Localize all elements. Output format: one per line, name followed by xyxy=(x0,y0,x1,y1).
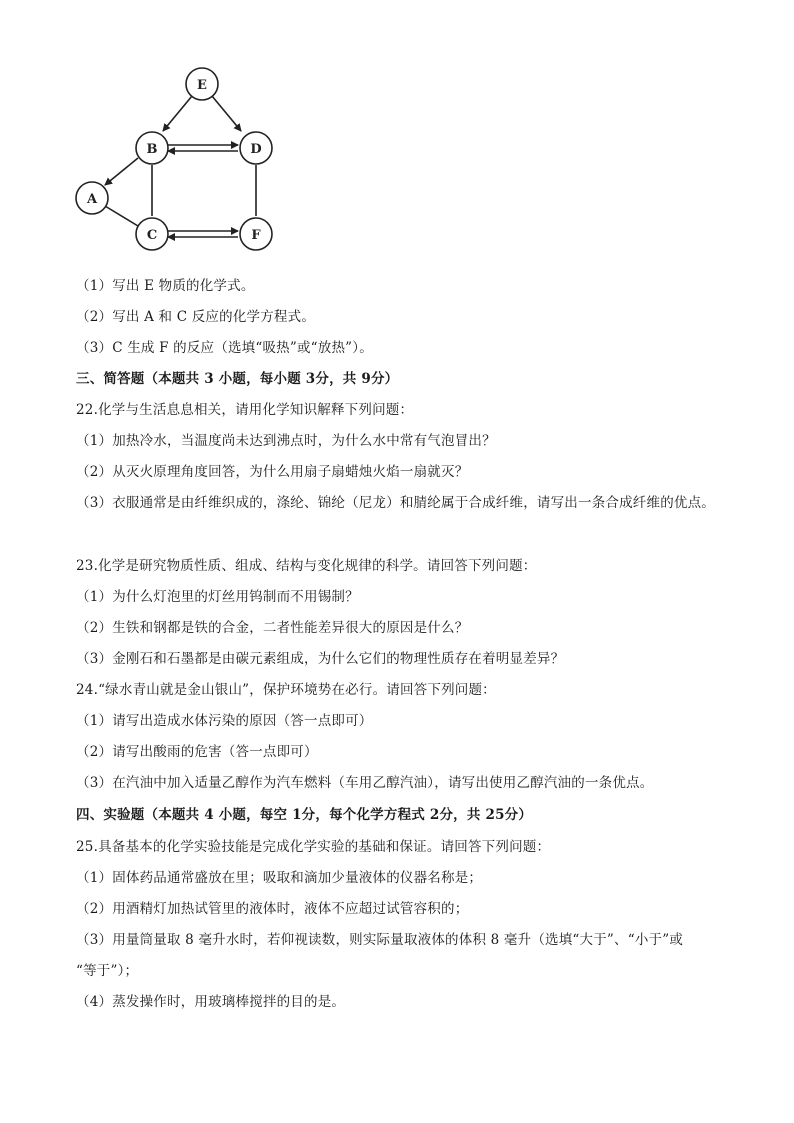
arrow-b-to-a xyxy=(105,158,138,185)
section3-heading: 三、简答题（本题共 3 小题，每小题 3分，共 9分） xyxy=(76,371,399,387)
q25-part2: （2）用酒精灯加热试管里的液体时，液体不应超过试管容积的； xyxy=(76,901,469,917)
svg-text:C: C xyxy=(146,228,158,243)
node-a xyxy=(76,182,108,214)
node-e xyxy=(186,68,218,100)
q24-stem: 24.“绿水青山就是金山银山”，保护环境势在必行。请回答下列问题： xyxy=(76,682,496,698)
q22-part3: （3）衣服通常是由纤维织成的，涤纶、锦纶（尼龙）和腈纶属于合成纤维，请写出一条合成纤维的优点。 xyxy=(76,495,715,511)
q22-part1: （1）加热冷水，当温度尚未达到沸点时，为什么水中常有气泡冒出？ xyxy=(76,433,496,449)
q22-part2: （2）从灭火原理角度回答，为什么用扇子扇蜡烛火焰一扇就灭？ xyxy=(76,464,469,480)
arrow-e-to-b xyxy=(163,96,192,131)
q23-part1: （1）为什么灯泡里的灯丝用钨制而不用锡制？ xyxy=(76,589,359,605)
svg-text:B: B xyxy=(146,142,158,157)
q23-part2: （2）生铁和钢都是铁的合金，二者性能差异很大的原因是什么？ xyxy=(76,620,469,636)
q23-stem: 23.化学是研究物质性质、组成、结构与变化规律的科学。请回答下列问题： xyxy=(76,558,537,574)
line-a-c xyxy=(105,206,138,226)
svg-text:D: D xyxy=(250,142,262,157)
q25-part1: （1）固体药品通常盛放在里；吸取和滴加少量液体的仪器名称是； xyxy=(76,870,483,886)
q25-part4: （4）蒸发操作时，用玻璃棒搅拌的目的是。 xyxy=(76,994,346,1010)
section4-heading: 四、实验题（本题共 4 小题，每空 1分，每个化学方程式 2分，共 25分） xyxy=(76,807,533,823)
q25-part3-line2: “等于”）； xyxy=(76,963,139,979)
q25-part3-line1: （3）用量筒量取 8 毫升水时，若仰视读数，则实际量取液体的体积 8 毫升（选填“大于”、“小于”或 xyxy=(76,932,684,948)
node-b xyxy=(136,132,168,164)
substance-relation-diagram xyxy=(60,58,290,268)
q24-part1: （1）请写出造成水体污染的原因（答一点即可） xyxy=(76,713,373,729)
svg-text:A: A xyxy=(86,192,98,207)
arrow-e-to-d xyxy=(212,96,241,131)
q21-part2: （2）写出 A 和 C 反应的化学方程式。 xyxy=(76,309,316,325)
q24-part3: （3）在汽油中加入适量乙醇作为汽车燃料（车用乙醇汽油），请写出使用乙醇汽油的一条优点。 xyxy=(76,775,654,791)
node-c xyxy=(136,218,168,250)
node-d xyxy=(240,132,272,164)
svg-text:E: E xyxy=(197,78,207,93)
svg-text:F: F xyxy=(251,228,261,243)
node-f xyxy=(240,218,272,250)
q21-part3: （3）C 生成 F 的反应（选填“吸热”或“放热”）。 xyxy=(76,340,373,356)
q25-stem: 25.具备基本的化学实验技能是完成化学实验的基础和保证。请回答下列问题： xyxy=(76,839,551,855)
q21-part1: （1）写出 E 物质的化学式。 xyxy=(76,278,255,294)
q24-part2: （2）请写出酸雨的危害（答一点即可） xyxy=(76,744,318,760)
q23-part3: （3）金刚石和石墨都是由碳元素组成，为什么它们的物理性质存在着明显差异？ xyxy=(76,651,565,667)
q22-stem: 22.化学与生活息息相关，请用化学知识解释下列问题： xyxy=(76,402,414,418)
